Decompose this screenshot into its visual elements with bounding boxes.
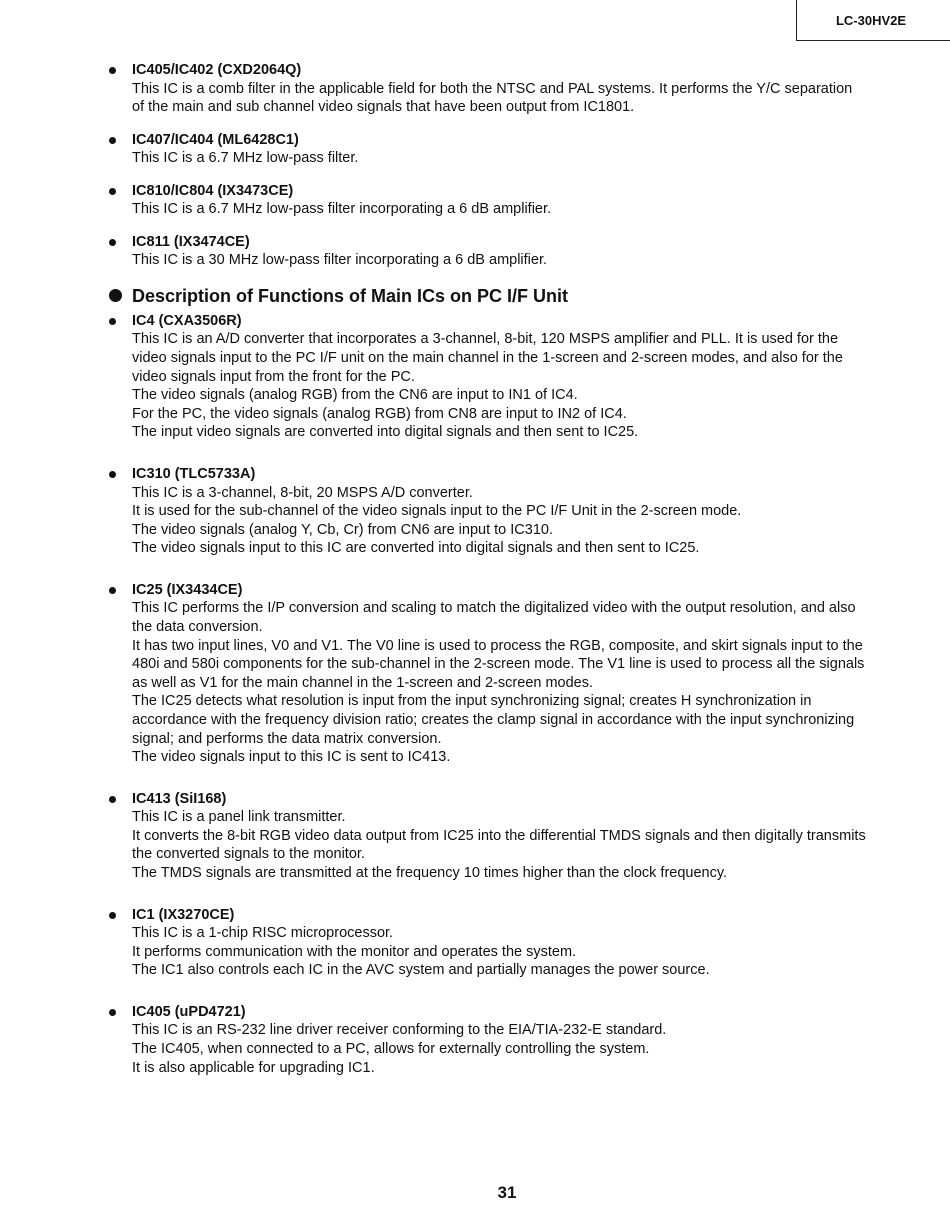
- ic-description-line: This IC is a comb filter in the applicable field for both the NTSC and PAL systems. It performs the Y/C separation: [132, 80, 853, 97]
- bullet-icon: [109, 912, 116, 919]
- ic-description-line: The TMDS signals are transmitted at the frequency 10 times higher than the clock frequency.: [132, 865, 728, 882]
- ic-title: IC405/IC402 (CXD2064Q): [132, 62, 302, 78]
- ic-description-line: It has two input lines, V0 and V1. The V0 line is used to process the RGB, composite, and skirt signals input to the: [132, 637, 863, 654]
- ic-entry: [109, 790, 909, 883]
- ic-description-line: The video signals (analog RGB) from the CN6 are input to IN1 of IC4.: [132, 387, 578, 404]
- ic-title: IC405 (uPD4721): [132, 1003, 246, 1020]
- ic-description-line: It is used for the sub-channel of the video signals input to the PC I/F Unit in the 2-screen mode.: [132, 503, 742, 520]
- bullet-icon: [109, 67, 116, 74]
- bullet-icon: [109, 239, 116, 246]
- ic-description-line: This IC is a 30 MHz low-pass filter incorporating a 6 dB amplifier.: [132, 252, 548, 269]
- ic-description-line: It performs communication with the monitor and operates the system.: [132, 943, 577, 960]
- ic-description-line: This IC is an A/D converter that incorporates a 3-channel, 8-bit, 120 MSPS amplifier and PLL. It is used for the: [132, 331, 839, 348]
- ic-entry: [109, 61, 909, 117]
- ic-description-line: This IC performs the I/P conversion and scaling to match the digitalized video with the output resolution, and also: [132, 600, 856, 617]
- bullet-icon: [109, 318, 116, 325]
- ic-title: IC811 (IX3474CE): [132, 233, 250, 250]
- ic-entry: [109, 182, 909, 219]
- bullet-icon: [109, 796, 116, 803]
- ic-description-line: The IC405, when connected to a PC, allows for externally controlling the system.: [132, 1041, 650, 1057]
- section-heading: [109, 284, 909, 308]
- pc-if-ic-list: [109, 312, 909, 1077]
- ic-description-line: It converts the 8-bit RGB video data output from IC25 into the differential TMDS signals and then digitally transmits: [132, 827, 866, 844]
- model-number: LC-30HV2E: [835, 12, 907, 28]
- ic-description-line: The IC1 also controls each IC in the AVC system and partially manages the power source.: [132, 962, 710, 979]
- ic-title: IC1 (IX3270CE): [132, 906, 235, 923]
- ic-entry: [109, 131, 909, 168]
- ic-description-line: signal; and performs the data matrix conversion.: [132, 730, 442, 747]
- ic-description-line: The video signals input to this IC are converted into digital signals and then sent to IC25.: [132, 540, 700, 557]
- ic-description-line: The input video signals are converted into digital signals and then sent to IC25.: [132, 424, 639, 441]
- bullet-icon: [109, 587, 116, 594]
- ic-description-line: accordance with the frequency division ratio; creates the clamp signal in accordance with the input synchronizing: [132, 711, 855, 728]
- ic-title: IC25 (IX3434CE): [132, 581, 243, 598]
- ic-description-line: the converted signals to the monitor.: [132, 846, 365, 863]
- ic-description-line: video signals input to the PC I/F unit on the main channel in the 1-screen and 2-screen modes, and also for the: [132, 350, 843, 367]
- ic-description-line: For the PC, the video signals (analog RGB) from CN8 are input to IN2 of IC4.: [132, 405, 627, 422]
- ic-title: IC4 (CXA3506R): [132, 312, 242, 329]
- bullet-icon: [109, 1009, 116, 1016]
- page-number: 31: [497, 1183, 517, 1202]
- ic-description-line: of the main and sub channel video signals that have been output from IC1801.: [132, 99, 635, 116]
- ic-description-line: The video signals input to this IC is sent to IC413.: [132, 749, 451, 766]
- ic-entry: [109, 906, 909, 980]
- ic-entry: [109, 1003, 909, 1077]
- ic-title: IC407/IC404 (ML6428C1): [132, 131, 299, 148]
- ic-entry: [109, 312, 909, 442]
- ic-title: IC810/IC804 (IX3473CE): [132, 182, 294, 199]
- bullet-icon: [109, 188, 116, 195]
- ic-description-line: 480i and 580i components for the sub-channel in the 2-screen mode. The V1 line is used to process all the signals: [132, 656, 865, 673]
- ic-title: IC310 (TLC5733A): [132, 466, 256, 483]
- ic-entry: [109, 581, 909, 767]
- bullet-icon: [109, 137, 116, 144]
- ic-entry: [109, 233, 909, 270]
- ic-description-line: The video signals (analog Y, Cb, Cr) from CN6 are input to IC310.: [132, 521, 553, 538]
- model-number-box: [796, 0, 950, 41]
- ic-description-line: This IC is a 1-chip RISC microprocessor.: [132, 925, 394, 942]
- ic-description-line: This IC is an RS-232 line driver receiver conforming to the EIA/TIA-232-E standard.: [132, 1022, 667, 1039]
- ic-description-line: It is also applicable for upgrading IC1.: [132, 1059, 375, 1076]
- section-title: Description of Functions of Main ICs on PC I/F Unit: [132, 285, 568, 306]
- intro-ic-list: [109, 61, 909, 270]
- ic-description-line: The IC25 detects what resolution is input from the input synchronizing signal; creates H synchronization in: [132, 693, 812, 710]
- bullet-icon: [109, 471, 116, 478]
- ic-description-line: This IC is a 6.7 MHz low-pass filter.: [132, 150, 359, 167]
- ic-description-line: the data conversion.: [132, 619, 263, 635]
- bullet-icon: [109, 289, 122, 302]
- ic-entry: [109, 465, 909, 558]
- ic-description-line: as well as V1 for the main channel in the 1-screen and 2-screen modes.: [132, 674, 594, 691]
- document-body: [109, 61, 909, 1100]
- ic-description-line: This IC is a 6.7 MHz low-pass filter incorporating a 6 dB amplifier.: [132, 201, 552, 218]
- ic-title: IC413 (SiI168): [132, 790, 227, 807]
- ic-description-line: This IC is a 3-channel, 8-bit, 20 MSPS A/D converter.: [132, 484, 473, 501]
- ic-description-line: This IC is a panel link transmitter.: [132, 809, 346, 826]
- ic-description-line: video signals input from the front for the PC.: [132, 368, 415, 385]
